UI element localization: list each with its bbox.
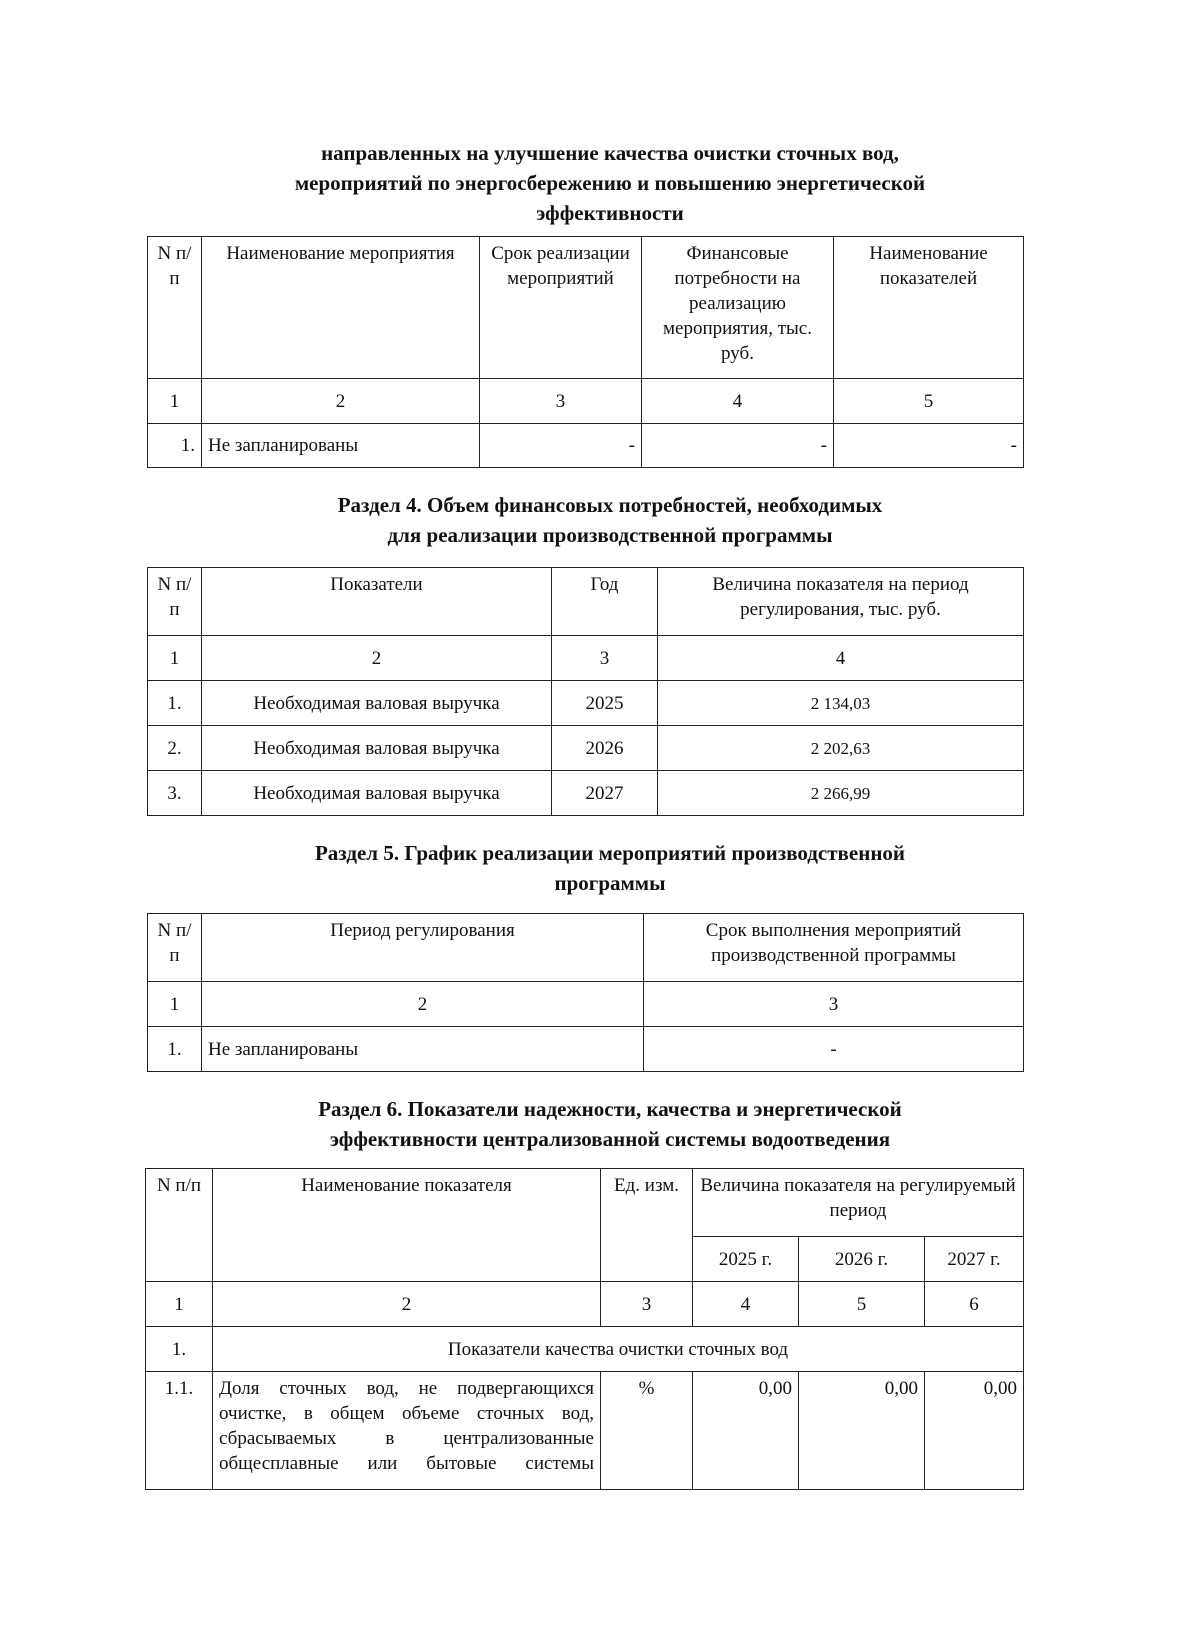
year-header: 2025 г.: [693, 1237, 799, 1282]
measure-term: -: [480, 424, 642, 468]
header-cell: N п/п: [148, 914, 202, 982]
table-header-row: [148, 237, 1024, 379]
table-row: [146, 1372, 1024, 1490]
header-cell: N п/п: [148, 568, 202, 636]
indicator-name: Необходимая валовая выручка: [202, 681, 552, 726]
column-number: 2: [202, 982, 644, 1027]
table-row: [148, 681, 1024, 726]
column-number: 1: [148, 636, 202, 681]
table-row: [148, 1027, 1024, 1072]
heading-line: эффективности: [536, 201, 684, 225]
header-cell: Наименование показателя: [213, 1169, 601, 1282]
indicator-name-line: Доля сточных вод, не подвергающихся: [219, 1378, 594, 1399]
value-cell: 0,00: [925, 1372, 1024, 1490]
group-row: [146, 1327, 1024, 1372]
column-number: 3: [552, 636, 658, 681]
indicator-name-line: очистке, в общем объеме сточных вод,: [219, 1403, 594, 1424]
column-number-row: [148, 636, 1024, 681]
column-number-row: [146, 1282, 1024, 1327]
year-cell: 2025: [552, 681, 658, 726]
reliability-indicators-table: [145, 1168, 1024, 1490]
header-cell: Величина показателя на период регулирования, тыс. руб.: [658, 568, 1024, 636]
column-number: 5: [834, 379, 1024, 424]
header-cell: Наименование показателей: [834, 237, 1024, 379]
column-number: 4: [658, 636, 1024, 681]
header-cell: N п/п: [146, 1169, 213, 1282]
row-number: 1.: [148, 424, 202, 468]
column-number: 2: [202, 636, 552, 681]
table-header-row: [148, 914, 1024, 982]
header-group-cell: Величина показателя на регулируемый период: [693, 1169, 1024, 1237]
value-cell: 2 202,63: [658, 726, 1024, 771]
column-number: 2: [202, 379, 480, 424]
header-cell: Финансовые потребности на реализацию мероприятия, тыс. руб.: [642, 237, 834, 379]
year-header: 2026 г.: [799, 1237, 925, 1282]
header-cell: Срок выполнения мероприятий производственной программы: [644, 914, 1024, 982]
row-number: 2.: [148, 726, 202, 771]
header-cell: Период регулирования: [202, 914, 644, 982]
table-row: [148, 726, 1024, 771]
heading-line: направленных на улучшение качества очистки сточных вод,: [321, 141, 899, 165]
heading-line: Раздел 5. График реализации мероприятий производственной: [314, 841, 906, 865]
measure-finance: -: [642, 424, 834, 468]
schedule-table: [147, 913, 1024, 1072]
indicator-name: Необходимая валовая выручка: [202, 726, 552, 771]
section5-title: [150, 838, 1070, 898]
table-row: [148, 771, 1024, 816]
header-cell: Ед. изм.: [601, 1169, 693, 1282]
heading-line: Раздел 4. Объем финансовых потребностей, необходимых: [337, 493, 883, 517]
measure-indicators: -: [834, 424, 1024, 468]
indicator-name: [213, 1372, 601, 1490]
heading-line: программы: [554, 871, 666, 895]
header-cell: Год: [552, 568, 658, 636]
value-cell: 0,00: [799, 1372, 925, 1490]
value-cell: 2 266,99: [658, 771, 1024, 816]
indicator-name-line: сбрасываемых в централизованные: [219, 1428, 594, 1449]
table-header-row: [148, 568, 1024, 636]
column-number-row: [148, 379, 1024, 424]
header-cell: Показатели: [202, 568, 552, 636]
period-cell: Не запланированы: [202, 1027, 644, 1072]
heading-line: мероприятий по энергосбережению и повышению энергетической: [294, 171, 926, 195]
row-number: 1.: [148, 681, 202, 726]
column-number: 1: [148, 982, 202, 1027]
column-number: 1: [148, 379, 202, 424]
year-cell: 2027: [552, 771, 658, 816]
group-label: Показатели качества очистки сточных вод: [213, 1327, 1024, 1372]
table-row: [148, 424, 1024, 468]
unit-cell: %: [601, 1372, 693, 1490]
column-number: 3: [601, 1282, 693, 1327]
column-number-row: [148, 982, 1024, 1027]
column-number: 4: [642, 379, 834, 424]
row-number: 1.: [148, 1027, 202, 1072]
column-number: 3: [480, 379, 642, 424]
column-number: 3: [644, 982, 1024, 1027]
section6-title: [150, 1094, 1070, 1154]
indicator-name-line: общесплавные или бытовые системы: [219, 1453, 594, 1474]
heading-line: Раздел 6. Показатели надежности, качества и энергетической: [318, 1097, 902, 1121]
heading-line: для реализации производственной программы: [387, 523, 833, 547]
row-number: 3.: [148, 771, 202, 816]
year-header: 2027 г.: [925, 1237, 1024, 1282]
section4-title: [150, 490, 1070, 550]
financial-needs-table: [147, 567, 1024, 816]
value-cell: 0,00: [693, 1372, 799, 1490]
header-cell: Наименование мероприятия: [202, 237, 480, 379]
value-cell: 2 134,03: [658, 681, 1024, 726]
header-cell: N п/п: [148, 237, 202, 379]
header-cell: Срок реализации мероприятий: [480, 237, 642, 379]
indicator-name: Необходимая валовая выручка: [202, 771, 552, 816]
year-cell: 2026: [552, 726, 658, 771]
row-number: 1.1.: [146, 1372, 213, 1490]
column-number: 4: [693, 1282, 799, 1327]
measure-name: Не запланированы: [202, 424, 480, 468]
energy-measures-table: [147, 236, 1024, 468]
heading-line: эффективности централизованной системы водоотведения: [329, 1127, 891, 1151]
term-cell: -: [644, 1027, 1024, 1072]
column-number: 1: [146, 1282, 213, 1327]
column-number: 2: [213, 1282, 601, 1327]
column-number: 5: [799, 1282, 925, 1327]
row-number: 1.: [146, 1327, 213, 1372]
table-header-row: [146, 1169, 1024, 1237]
column-number: 6: [925, 1282, 1024, 1327]
section-heading-top: [150, 138, 1070, 228]
